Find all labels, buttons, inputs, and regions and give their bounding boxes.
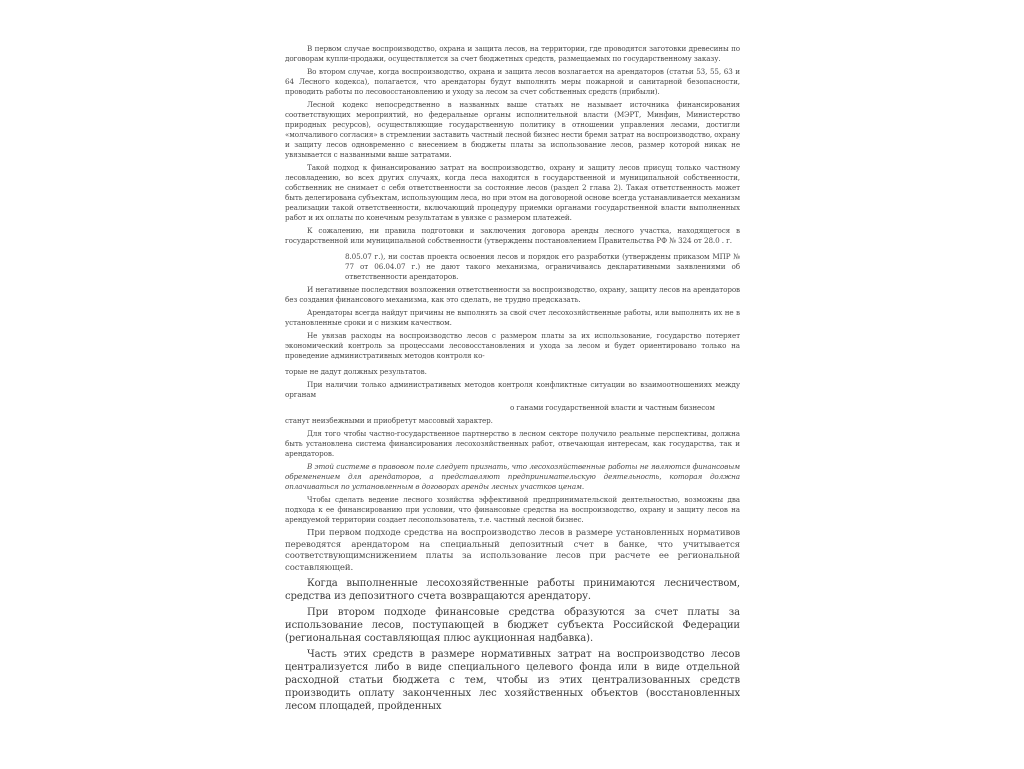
paragraph-8: Арендаторы всегда найдут причины не выполнять за свой счет лесохозяйственные работы, или выполнять их не в установленные сроки и с низким качеством. — [285, 308, 740, 327]
paragraph-17: При первом подходе средства на воспроизводство лесов в размере установленных нормативов переводятся арендатором на специальный депозитный счет в банке, что учитывается соответствующимснижением платы за использование лесов при расчете ее региональной составляющей. — [285, 528, 740, 573]
paragraph-15: В этой системе в правовом поле следует признать, что лесохозяйственные работы не являются финансовым обременением для арендаторов, а представляют предпринимательскую деятельность, которая должна оплачиваться по установленным в договорах аренды лесных участков ценам. — [285, 462, 740, 491]
paragraph-11: При наличии только административных методов контроля конфликтные ситуации во взаимоотношениях между органам — [285, 380, 740, 399]
paragraph-19: При втором подходе финансовые средства образуются за счет платы за использование лесов, поступающей в бюджет субъекта Российской Федерации (региональная составляющая плюс аукционная надбавка). — [285, 607, 740, 644]
paragraph-10: торые не дадут должных результатов. — [285, 367, 427, 376]
paragraph-13: станут неизбежными и приобретут массовый характер. — [285, 416, 493, 425]
document-page — [285, 44, 740, 724]
paragraph-18: Когда выполненные лесохозяйственные работы принимаются лесничеством, средства из депозитного счета возвращаются арендатору. — [285, 578, 740, 602]
paragraph-3: Лесной кодекс непосредственно в названных выше статьях не называет источника финансирования соответствующих мероприятий, но федеральные органы исполнительной власти (МЭРТ, Минфин, Министерство природных ресурсов), осуществляющие государственную политику в отношении управления лесами, достигли «молчаливого согласия» в стремлении заставить частный лесной бизнес нести бремя затрат на воспроизводство, охрану и защиту лесов одновременно с внесением в бюджеты платы за использование лесов, размер которой никак не увязывается с названными выше затратами. — [285, 100, 740, 159]
paragraph-16: Чтобы сделать ведение лесного хозяйства эффективной предпринимательской деятельностью, возможны два подхода к ее финансированию при условии, что финансовые средства на воспроизводство, охрану и защиту лесов на арендуемой территории создает лесопользователь, т.е. частный лесной бизнес. — [285, 495, 740, 524]
paragraph-7: И негативные последствия возложения ответственности за воспроизводство, охрану, защиту лесов на арендаторов без создания финансового механизма, как это сделать, не трудно предсказать. — [285, 285, 740, 304]
paragraph-14: Для того чтобы частно-государственное партнерство в лесном секторе получило реальные перспективы, должна быть установлена система финансирования лесохозяйственных работ, отвечающая интересам, как государства, так и арендаторов. — [285, 429, 740, 458]
paragraph-5: К сожалению, ни правила подготовки и заключения договора аренды лесного участка, находящегося в государственной или муниципальной собственности (утверждены постановлением Правительства РФ № 324 от 28.0 . г. — [285, 226, 740, 245]
paragraph-1: В первом случае воспроизводство, охрана и защита лесов, на территории, где проводятся заготовки древесины по договорам купли-продажи, осуществляется за счет бюджетных средств, размещаемых по государственному заказу. — [285, 44, 740, 63]
paragraph-6: 8.05.07 г.), ни состав проекта освоения лесов и порядок его разработки (утверждены приказом МПР № 77 от 06.04.07 г.) не дают такого механизма, ограничиваясь декларативными заявлениями об ответственности арендаторов. — [345, 252, 740, 281]
paragraph-9: Не увязав расходы на воспроизводство лесов с размером платы за их использование, государство потеряет экономический контроль за процессами лесовосстановления и ухода за лесом и будет ориентировано только на проведение административных методов контроля ко- — [285, 331, 740, 360]
paragraph-12: о ганами государственной власти и частным бизнесом — [510, 403, 715, 412]
paragraph-2: Во втором случае, когда воспроизводство, охрана и защита лесов возлагается на арендаторов (статьи 53, 55, 63 и 64 Лесного кодекса), полагается, что арендаторы будут выполнять меры пожарной и санитарной безопасности, проводить работы по лесовосстановлению и уходу за лесом за счет собственных средств (прибыли). — [285, 67, 740, 96]
paragraph-20: Часть этих средств в размере нормативных затрат на воспроизводство лесов централизуется либо в виде специального целевого фонда или в виде отдельной расходной статьи бюджета с тем, чтобы из этих централизованных средств производить оплату законченных лес хозяйственных объектов (восстановленных лесом площадей, пройденных — [285, 649, 740, 712]
paragraph-4: Такой подход к финансированию затрат на воспроизводство, охрану и защиту лесов присущ только частному лесовладению, во всех других случаях, когда леса находятся в государственной и муниципальной собственности, собственник не снимает с себя ответственности за состояние лесов (раздел 2 глава 2). Такая ответственность может быть делегирована субъектам, использующим леса, но при этом на договорной основе всегда устанавливается механизм реализации такой ответственности, включающий процедуру приемки органами государственной власти выполненных работ и их оплаты по конечным результатам в увязке с размером платежей. — [285, 163, 740, 222]
